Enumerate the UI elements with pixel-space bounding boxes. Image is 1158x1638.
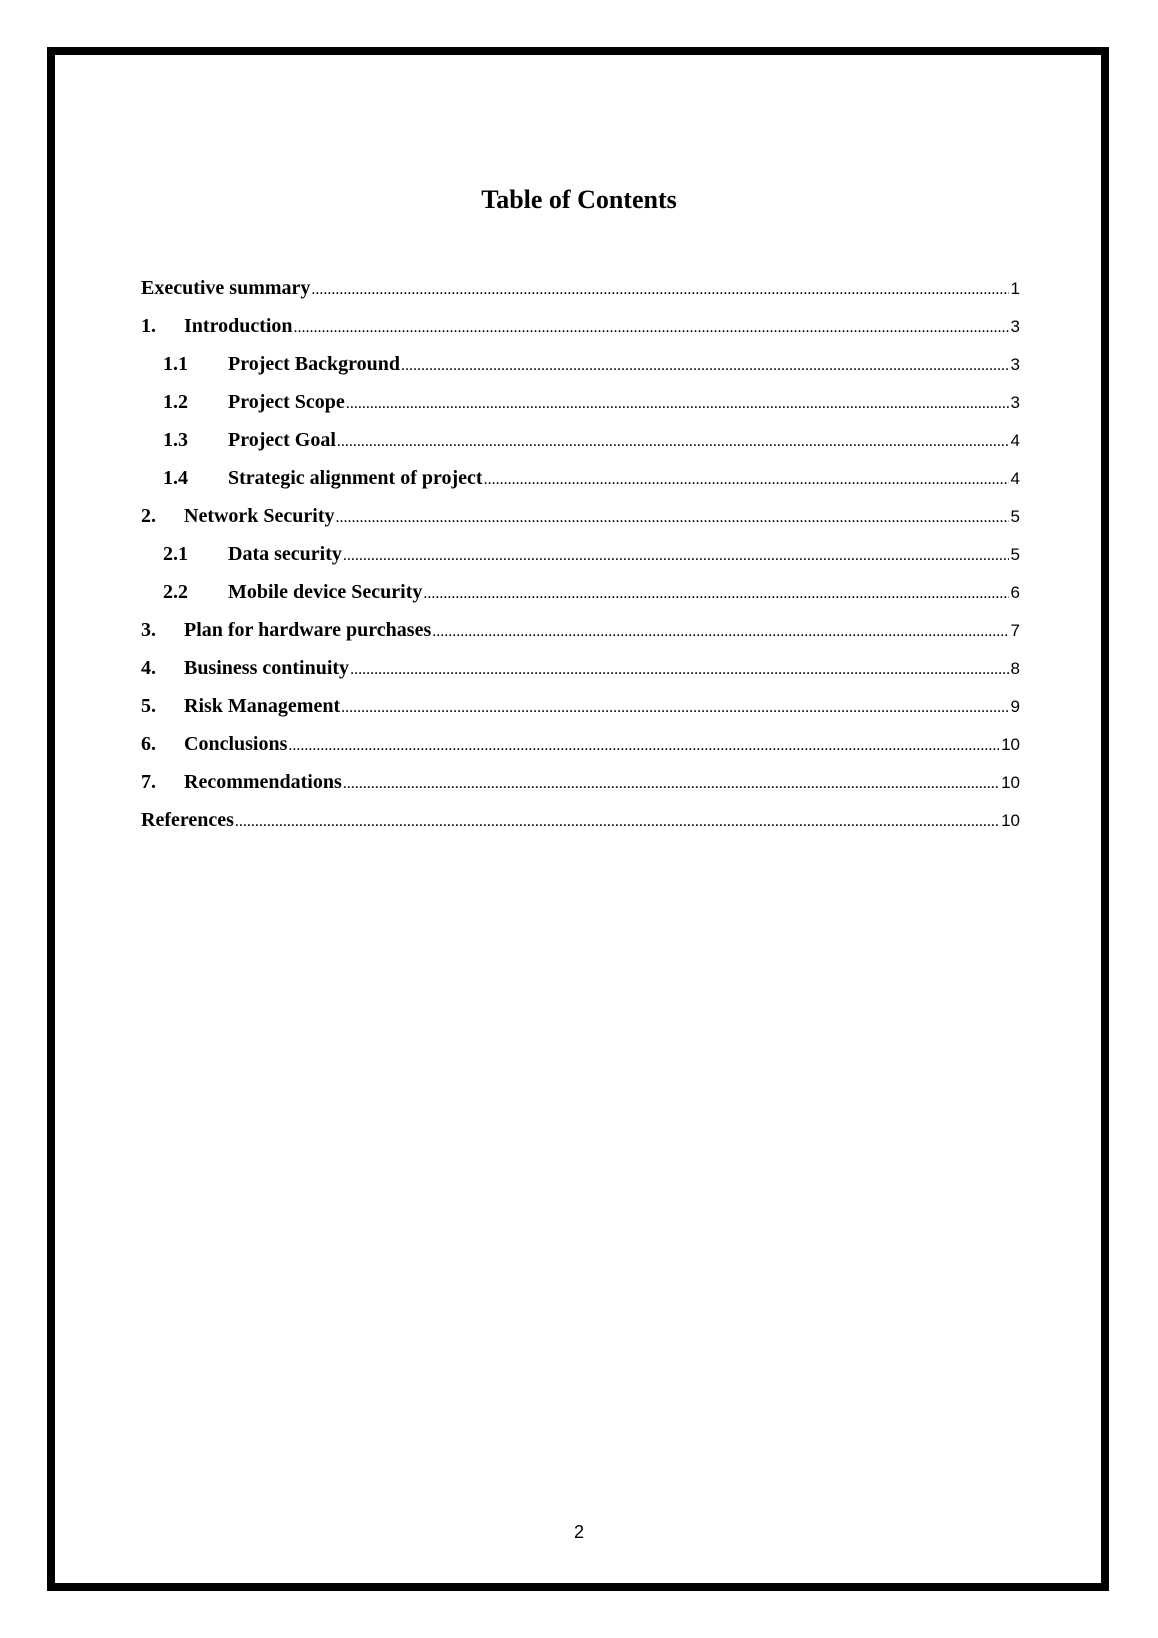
- toc-entry-number: 2.2: [163, 581, 188, 603]
- toc-entry[interactable]: [141, 692, 1020, 730]
- toc-entry-number: 1.1: [163, 353, 188, 375]
- toc-entry-number: 2.1: [163, 543, 188, 565]
- toc-entry-page: 8: [1010, 659, 1020, 678]
- toc-entry[interactable]: [141, 502, 1020, 540]
- toc-entry-page: 4: [1010, 469, 1020, 488]
- toc-entry-number: 5.: [141, 695, 156, 717]
- toc-entry[interactable]: [141, 464, 1020, 502]
- toc-entry-title[interactable]: Executive summary: [141, 277, 311, 299]
- toc-entry-page: 7: [1010, 621, 1020, 640]
- toc-dot-leader: [340, 694, 1008, 722]
- toc-entry[interactable]: [141, 578, 1020, 616]
- toc-dot-leader: [400, 352, 1009, 380]
- toc-entry-title[interactable]: Conclusions: [184, 733, 288, 755]
- toc-entry[interactable]: [141, 350, 1020, 388]
- toc-entry-number: 2.: [141, 505, 156, 527]
- toc-entry[interactable]: [141, 388, 1020, 426]
- toc-dot-leader: [342, 542, 1009, 570]
- toc-entry[interactable]: [141, 312, 1020, 350]
- toc-entry-number: 4.: [141, 657, 156, 679]
- toc-dot-leader: [234, 808, 999, 836]
- toc-dot-leader: [431, 618, 1008, 646]
- toc-dot-leader: [345, 390, 1009, 418]
- toc-entry-page: 4: [1010, 431, 1020, 450]
- toc-entry-number: 7.: [141, 771, 156, 793]
- toc-title: Table of Contents: [481, 185, 677, 214]
- toc-entry-number: 1.3: [163, 429, 188, 451]
- toc-dot-leader: [342, 770, 999, 798]
- toc-dot-leader: [422, 580, 1008, 608]
- toc-entry-page: 3: [1010, 393, 1020, 412]
- page-number: 2: [573, 1522, 584, 1542]
- toc-entry-page: 10: [1001, 735, 1020, 754]
- toc-dot-leader: [335, 504, 1009, 532]
- toc-entry-title[interactable]: Project Background: [228, 353, 401, 375]
- toc-entry-title[interactable]: Mobile device Security: [228, 581, 423, 603]
- toc-entry-number: 6.: [141, 733, 156, 755]
- toc-entry-title[interactable]: Risk Management: [184, 695, 341, 717]
- toc-entry[interactable]: [141, 616, 1020, 654]
- toc-entry-number: 1.4: [163, 467, 188, 489]
- toc-entry-title[interactable]: Project Scope: [228, 391, 345, 413]
- toc-entry-title[interactable]: Plan for hardware purchases: [184, 619, 432, 641]
- toc-entry-page: 3: [1010, 355, 1020, 374]
- toc-entry-title[interactable]: Business continuity: [184, 657, 350, 679]
- toc-dot-leader: [336, 428, 1009, 456]
- toc-entry-title[interactable]: Recommendations: [184, 771, 342, 793]
- toc-entry-page: 5: [1010, 545, 1020, 564]
- toc-entry[interactable]: [141, 540, 1020, 578]
- toc-entry[interactable]: [141, 806, 1020, 844]
- toc-dot-leader: [310, 276, 1008, 304]
- toc-entry-page: 9: [1010, 697, 1020, 716]
- toc-entry[interactable]: [141, 654, 1020, 692]
- toc-entry-page: 5: [1010, 507, 1020, 526]
- toc-entry-number: 1.: [141, 315, 156, 337]
- toc-entry-title[interactable]: Data security: [228, 543, 342, 565]
- toc-entry-page: 1: [1010, 279, 1020, 298]
- toc-entry-title[interactable]: Project Goal: [228, 429, 336, 451]
- toc-entry[interactable]: [141, 274, 1020, 312]
- toc-entry-title[interactable]: References: [141, 809, 234, 831]
- toc-dot-leader: [349, 656, 1008, 684]
- toc-entry-title[interactable]: Strategic alignment of project: [228, 467, 483, 489]
- toc-entry[interactable]: [141, 426, 1020, 464]
- toc-entry-number: 3.: [141, 619, 156, 641]
- table-of-contents: [141, 274, 1020, 844]
- toc-dot-leader: [287, 732, 999, 760]
- toc-entry-page: 3: [1010, 317, 1020, 336]
- toc-entry-title[interactable]: Introduction: [184, 315, 293, 337]
- toc-entry[interactable]: [141, 768, 1020, 806]
- toc-entry-page: 6: [1010, 583, 1020, 602]
- toc-entry-title[interactable]: Network Security: [184, 505, 335, 527]
- toc-entry[interactable]: [141, 730, 1020, 768]
- toc-entry-number: 1.2: [163, 391, 188, 413]
- toc-entry-page: 10: [1001, 811, 1020, 830]
- toc-dot-leader: [293, 314, 1009, 342]
- toc-dot-leader: [483, 466, 1009, 494]
- toc-entry-page: 10: [1001, 773, 1020, 792]
